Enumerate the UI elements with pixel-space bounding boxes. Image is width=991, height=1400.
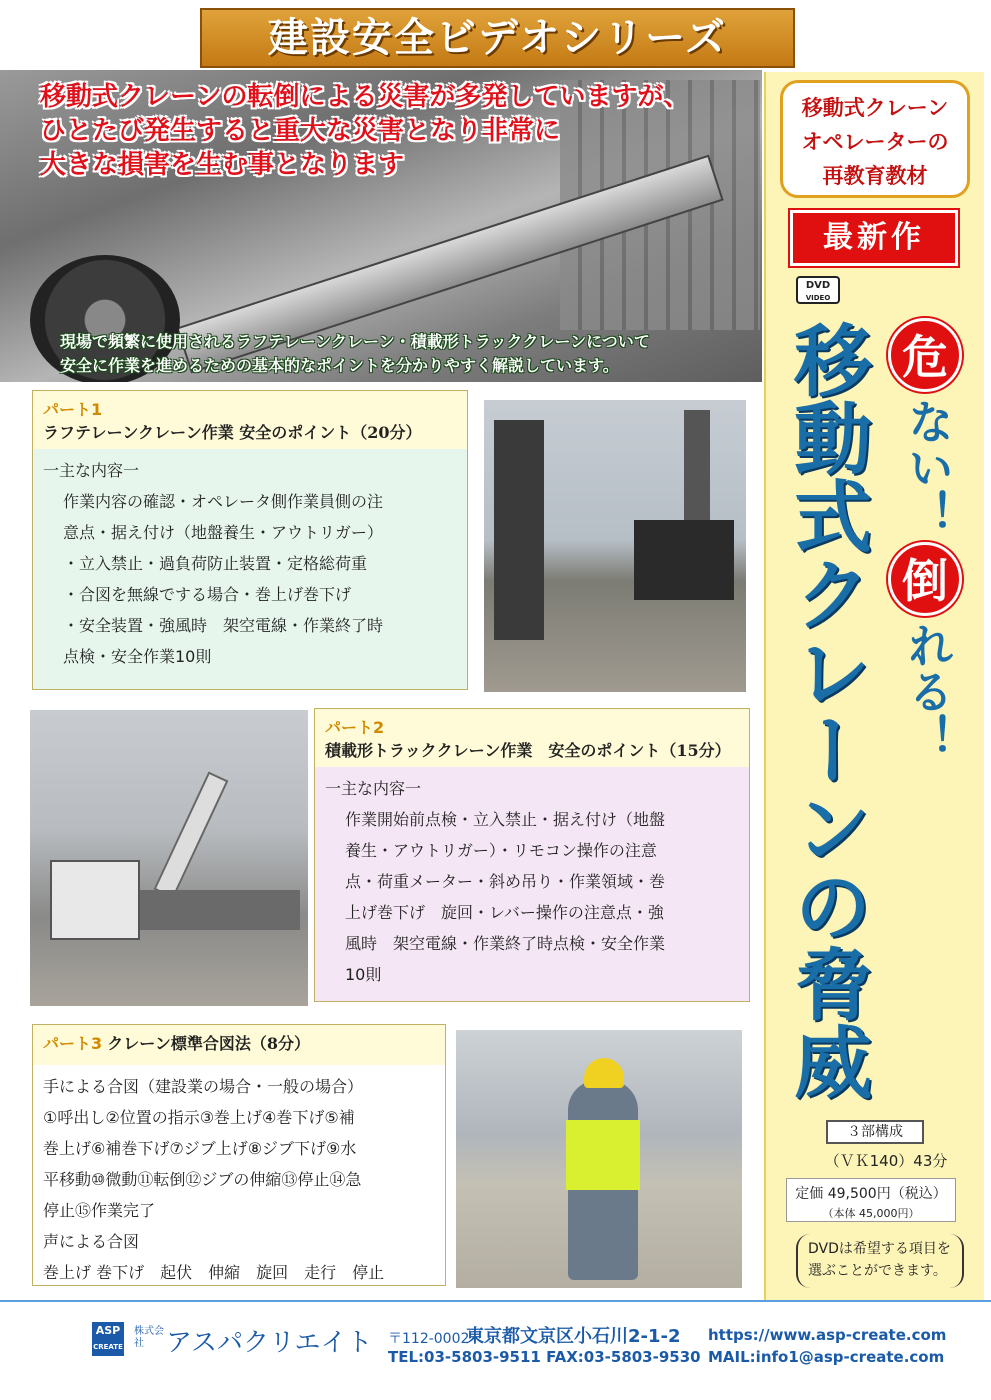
part3-contents — [33, 1065, 445, 1294]
part2-contents-line: 点・荷重メーター・斜め吊り・作業領域・巻 — [345, 872, 666, 891]
part1-contents-line: 点検・安全作業10則 — [63, 647, 212, 666]
part1-contents-line: 意点・据え付け（地盤養生・アウトリガー） — [63, 523, 383, 542]
photo-crane-body — [634, 520, 734, 600]
dvd-logo-text: DVD — [805, 280, 831, 291]
part1-contents-label: 一主な内容一 — [43, 461, 140, 480]
part3-box — [32, 1024, 446, 1286]
part3-label: パート3 — [43, 1034, 103, 1053]
newest-badge: 最新作 — [790, 210, 958, 266]
base-price: （本体 45,000円） — [822, 1207, 920, 1220]
product-code: （ＶＫ140）43分 — [824, 1152, 948, 1170]
part2-contents — [315, 767, 749, 996]
photo-truck-cab — [50, 860, 140, 940]
main-title: 移動式クレーンの脅威 — [781, 320, 871, 1100]
tagline-text-1: ない！ — [901, 398, 955, 536]
reeducation-line: 再教育教材 — [822, 164, 928, 188]
part2-contents-line: 風時 架空電線・作業終了時点検・安全作業 — [345, 934, 666, 953]
part1-contents-line: 作業内容の確認・オペレータ側作業員側の注 — [63, 492, 384, 511]
part1-contents-line: ・安全装置・強風時 架空電線・作業終了時 — [63, 616, 384, 635]
part2-box — [314, 708, 750, 1002]
intro-summary-line: 安全に作業を進めるための基本的なポイントを分かりやすく解説しています。 — [60, 356, 619, 375]
photo-helmet — [584, 1058, 624, 1088]
footer-address: 東京都文京区小石川2-1-2 — [466, 1326, 681, 1347]
tagline-text-2: れる！ — [901, 622, 955, 760]
footer-logo-sub: CREATE — [93, 1343, 123, 1351]
reeducation-line: 移動式クレーン — [801, 96, 949, 120]
part2-contents-line: 10則 — [345, 965, 382, 984]
footer-url-link[interactable]: https://www.asp-create.com — [708, 1326, 947, 1344]
tagline — [888, 318, 968, 778]
truck-crane-photo — [30, 710, 308, 1006]
hand-signals-line: 平移動⑩微動⑪転倒⑫ジブの伸縮⑬停止⑭急 — [43, 1170, 362, 1189]
footer-logo-text: ASP — [95, 1324, 121, 1337]
composition-badge: ３部構成 — [826, 1120, 924, 1144]
part2-contents-line: 養生・アウトリガー）・リモコン操作の注意 — [345, 841, 657, 860]
voice-signals: 巻上げ 巻下げ 起伏 伸縮 旋回 走行 停止 — [43, 1263, 385, 1282]
footer-zip: 〒112-0002 — [388, 1331, 470, 1347]
voice-signals-heading: 声による合図 — [43, 1232, 140, 1251]
part1-title: ラフテレーンクレーン作業 安全のポイント（20分） — [43, 423, 422, 442]
photo-crane-arm — [154, 771, 229, 898]
hand-signals-line: 停止⑮作業完了 — [43, 1201, 156, 1220]
footer-company: アスパクリエイト — [166, 1328, 373, 1358]
hand-signals-heading: 手による合図（建設業の場合・一般の場合） — [43, 1077, 364, 1096]
part2-contents-label: 一主な内容一 — [325, 779, 422, 798]
price-box — [786, 1178, 956, 1222]
header-banner: 建設安全ビデオシリーズ — [200, 8, 795, 68]
part1-contents-line: ・合図を無線でする場合・巻上げ巻下げ — [63, 585, 352, 604]
intro-lead-line: ひとたび発生すると重大な災害となり非常に — [40, 116, 561, 146]
part1-contents — [33, 449, 467, 678]
part3-header — [33, 1025, 445, 1065]
part1-label: パート1 — [43, 400, 103, 419]
footer-company-type: 株式会社 — [134, 1326, 164, 1349]
price: 定価 49,500円（税込） — [795, 1186, 947, 1202]
intro-summary-line: 現場で頻繁に使用されるラフテレーンクレーン・積載形トラッククレーンについて — [60, 332, 650, 351]
footer-tel-fax: TEL:03-5803-9511 FAX:03-5803-9530 — [388, 1348, 701, 1366]
asp-logo-icon — [92, 1322, 124, 1356]
reeducation-box — [780, 80, 970, 198]
footer-divider — [0, 1300, 991, 1302]
part2-header — [315, 709, 749, 767]
hand-signals-line: 巻上げ⑥補巻下げ⑦ジブ上げ⑧ジブ下げ⑨水 — [43, 1139, 357, 1158]
photo-truck-bed — [140, 890, 300, 930]
rough-terrain-crane-photo — [484, 400, 746, 692]
signal-person-photo — [456, 1030, 742, 1288]
intro-lead — [40, 80, 740, 182]
dvd-logo-icon — [796, 276, 840, 304]
part2-label: パート2 — [325, 718, 385, 737]
tagline-char-fall: 倒 — [888, 542, 962, 616]
part3-title: クレーン標準合図法（8分） — [107, 1034, 311, 1053]
dvd-note — [796, 1234, 964, 1288]
dvd-note-line: DVDは希望する項目を — [808, 1241, 951, 1257]
photo-safety-vest — [566, 1120, 640, 1190]
photo-tower — [494, 420, 544, 640]
part2-contents-line: 上げ巻下げ 旋回・レバー操作の注意点・強 — [345, 903, 664, 922]
dvd-note-line: 選ぶことができます。 — [808, 1263, 947, 1279]
tagline-char-danger: 危 — [888, 318, 962, 392]
part1-header — [33, 391, 467, 449]
intro-lead-line: 大きな損害を生む事となります — [40, 150, 405, 180]
footer-mail-link[interactable]: MAIL:info1@asp-create.com — [708, 1348, 945, 1366]
intro-summary — [60, 330, 750, 378]
part2-contents-line: 作業開始前点検・立入禁止・据え付け（地盤 — [345, 810, 666, 829]
hand-signals-line: ①呼出し②位置の指示③巻上げ④巻下げ⑤補 — [43, 1108, 355, 1127]
part1-box — [32, 390, 468, 690]
part2-title: 積載形トラッククレーン作業 安全のポイント（15分） — [325, 741, 731, 760]
reeducation-line: オペレーターの — [801, 130, 949, 154]
dvd-logo-sub: VIDEO — [805, 294, 831, 302]
intro-lead-line: 移動式クレーンの転倒による災害が多発していますが、 — [40, 82, 690, 112]
part1-contents-line: ・立入禁止・過負荷防止装置・定格総荷重 — [63, 554, 368, 573]
